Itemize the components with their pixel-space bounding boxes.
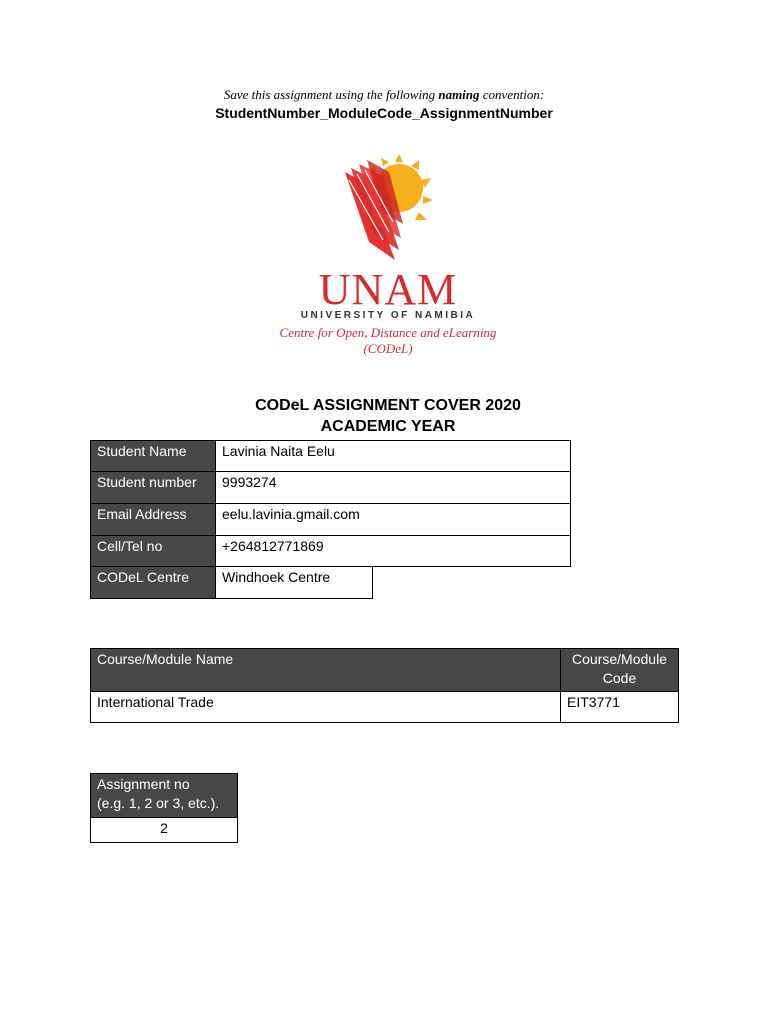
assignment-label-line2: (e.g. 1, 2 or 3, etc.). (97, 795, 220, 811)
phone-label: Cell/Tel no (90, 535, 216, 567)
naming-bold-word: naming (438, 87, 480, 102)
codel-centre-value: Windhoek Centre (215, 566, 373, 599)
student-number-value: 9993274 (215, 471, 571, 504)
centre-acronym: (CODeL) (363, 341, 413, 356)
student-number-label: Student number (90, 471, 216, 504)
cover-subtitle: ACADEMIC YEAR (320, 418, 456, 435)
unam-logo-icon (307, 150, 467, 275)
naming-format: StudentNumber_ModuleCode_AssignmentNumber (215, 105, 553, 121)
centre-name: Centre for Open, Distance and eLearning (279, 325, 497, 340)
codel-centre-label: CODeL Centre (90, 566, 216, 599)
assignment-label (90, 773, 238, 818)
course-name-value: International Trade (90, 691, 561, 723)
email-value: eelu.lavinia.gmail.com (215, 503, 571, 536)
student-name-label: Student Name (90, 440, 216, 472)
email-label: Email Address (90, 503, 216, 536)
naming-prefix: Save this assignment using the following (223, 87, 436, 102)
student-name-value: Lavinia Naita Eelu (215, 440, 571, 472)
phone-value: +264812771869 (215, 535, 571, 567)
assignment-number-value: 2 (90, 817, 238, 843)
university-name: UNIVERSITY OF NAMIBIA (300, 310, 476, 321)
cover-title: CODeL ASSIGNMENT COVER 2020 (255, 397, 521, 414)
naming-instruction (0, 87, 768, 103)
assignment-label-line1: Assignment no (97, 776, 190, 792)
course-code-header-line1: Course/Module (572, 651, 667, 667)
course-code-value: EIT3771 (560, 691, 679, 723)
course-name-header: Course/Module Name (90, 648, 561, 692)
naming-suffix: convention: (482, 87, 545, 102)
course-code-header-line2: Code (602, 670, 637, 686)
course-code-header (560, 648, 679, 692)
unam-wordmark: UNAM (318, 265, 458, 314)
